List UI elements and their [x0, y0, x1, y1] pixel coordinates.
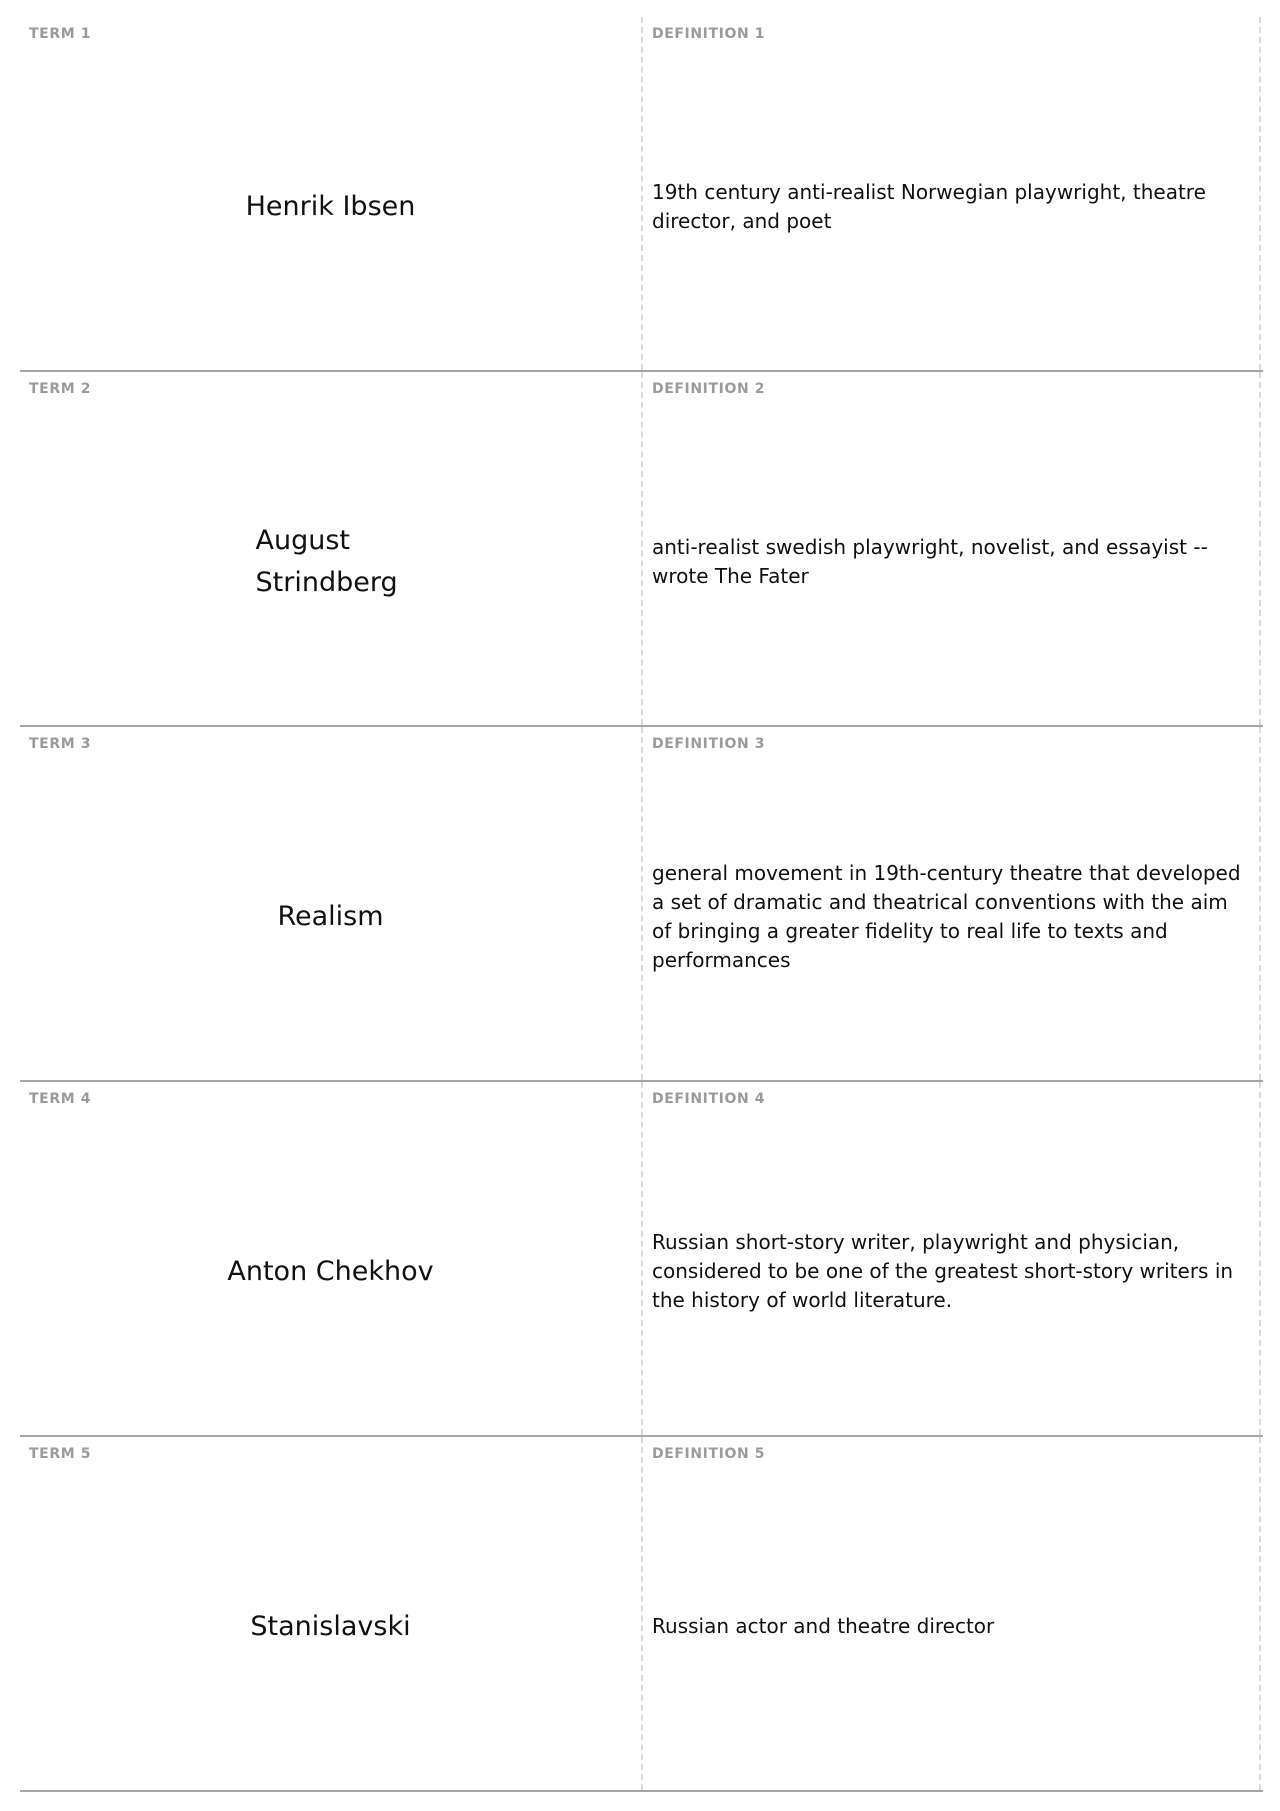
card-row-2	[20, 372, 1263, 727]
definition-cell-4	[643, 1082, 1261, 1435]
term-wrap	[20, 767, 641, 1066]
term-text: Anton Chekhov	[227, 1255, 434, 1287]
term-label: TERM 5	[29, 1446, 92, 1462]
card-row-5	[20, 1437, 1263, 1792]
definition-text: 19th century anti-realist Norwegian playwright, theatre director, and poet	[652, 179, 1206, 233]
flashcard-sheet	[20, 17, 1263, 1792]
term-wrap	[20, 57, 641, 356]
definition-wrap	[652, 412, 1251, 711]
definition-text: anti-realist swedish playwright, novelist, and essayist -- wrote The Fater	[652, 534, 1208, 588]
definition-label: DEFINITION 3	[652, 736, 766, 752]
term-label: TERM 4	[29, 1091, 92, 1107]
definition-cell-2	[643, 372, 1261, 725]
term-cell-3	[20, 727, 643, 1080]
definition-label: DEFINITION 1	[652, 26, 766, 42]
term-text: Realism	[277, 900, 384, 932]
definition-text: general movement in 19th-century theatre that developed a set of dramatic and theatrical conventions with the aim of bringing a greater fidelity to real life to texts and performances	[652, 860, 1241, 972]
definition-cell-3	[643, 727, 1261, 1080]
term-label: TERM 1	[29, 26, 92, 42]
term-wrap	[20, 1122, 641, 1421]
definition-cell-5	[643, 1437, 1261, 1790]
definition-wrap	[652, 767, 1251, 1066]
term-wrap	[20, 412, 641, 711]
definition-cell-1	[643, 17, 1261, 370]
definition-label: DEFINITION 5	[652, 1446, 766, 1462]
term-wrap	[20, 1477, 641, 1776]
term-text: Stanislavski	[250, 1610, 411, 1642]
definition-wrap	[652, 1477, 1251, 1776]
term-label: TERM 3	[29, 736, 92, 752]
definition-label: DEFINITION 2	[652, 381, 766, 397]
card-row-3	[20, 727, 1263, 1082]
card-row-4	[20, 1082, 1263, 1437]
term-cell-1	[20, 17, 643, 370]
term-cell-4	[20, 1082, 643, 1435]
term-label: TERM 2	[29, 381, 92, 397]
term-cell-5	[20, 1437, 643, 1790]
term-text: August Strindberg	[255, 524, 398, 598]
definition-text: Russian actor and theatre director	[652, 1614, 995, 1638]
term-text: Henrik Ibsen	[245, 190, 416, 222]
definition-text: Russian short-story writer, playwright and physician, considered to be one of the greatest short-story writers in the history of world literature.	[652, 1230, 1234, 1312]
card-row-1	[20, 17, 1263, 372]
term-cell-2	[20, 372, 643, 725]
definition-label: DEFINITION 4	[652, 1091, 766, 1107]
definition-wrap	[652, 57, 1251, 356]
definition-wrap	[652, 1122, 1251, 1421]
